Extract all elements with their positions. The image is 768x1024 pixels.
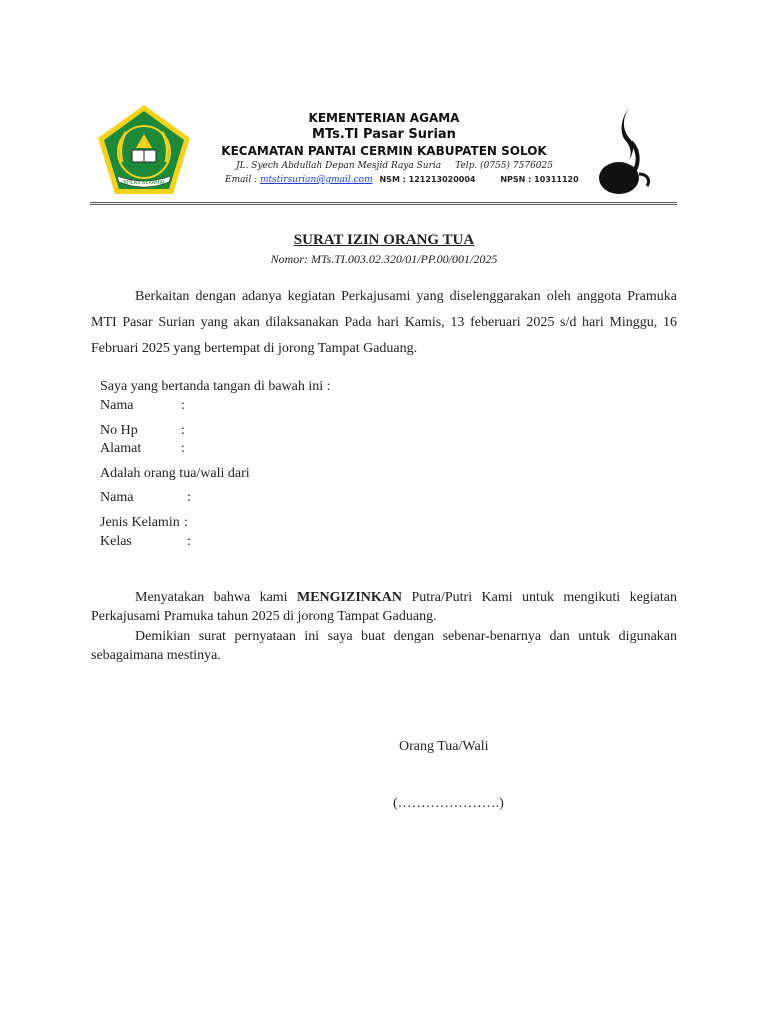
ministry-name: KEMENTERIAN AGAMA <box>308 111 460 125</box>
permission-after: Putra/Putri Kami untuk mengikuti kegiatan Perkajusami Pramuka tahun 2025 di jorong Tampat Gaduang. <box>91 590 677 624</box>
signer-name-label: Nama <box>100 398 134 413</box>
signature-title: Orang Tua/Wali <box>399 739 489 754</box>
child-intro: Adalah orang tua/wali dari <box>100 466 250 481</box>
signer-intro: Saya yang bertanda tangan di bawah ini : <box>100 379 331 394</box>
child-name-colon: : <box>187 490 191 505</box>
contact-line <box>225 175 579 185</box>
child-name-label: Nama <box>100 490 134 505</box>
permission-keyword: MENGIZINKAN <box>297 590 403 605</box>
npsn-number: NPSN : 10311120 <box>500 175 579 184</box>
email-label: Email : <box>225 175 258 185</box>
permission-before: Menyatakan bahwa kami <box>135 590 297 605</box>
district-name: KECAMATAN PANTAI CERMIN KABUPATEN SOLOK <box>221 144 547 158</box>
telephone: Telp. (0755) 7576025 <box>455 161 553 171</box>
signature-line: (………………….) <box>393 796 504 811</box>
signer-name-colon: : <box>181 398 185 413</box>
signer-address-colon: : <box>181 441 185 456</box>
header-divider-thin <box>90 204 677 205</box>
child-class-label: Kelas <box>100 534 132 549</box>
address-text: JL. Syech Abdullah Depan Mesjid Raya Suria <box>236 161 442 171</box>
email-link[interactable]: mtstirsurian@gmail.com <box>260 175 373 185</box>
child-class-colon: : <box>187 534 191 549</box>
school-address <box>236 161 553 171</box>
header-divider <box>90 202 677 203</box>
signer-phone-colon: : <box>181 423 185 438</box>
letter-title: SURAT IZIN ORANG TUA <box>293 232 475 248</box>
child-gender-label: Jenis Kelamin <box>100 515 180 530</box>
closing-paragraph: Demikian surat pernyataan ini saya buat dengan sebenar-benarnya dan untuk digunakan sebagaimana mestinya. <box>91 629 677 663</box>
signer-address-label: Alamat <box>100 441 142 456</box>
nsm-number: NSM : 121213020004 <box>379 175 476 184</box>
intro-paragraph: Berkaitan dengan adanya kegiatan Perkajusami yang diselenggarakan oleh anggota Pramuka MTI Pasar Surian yang akan dilaksanakan Pada hari Kamis, 13 feberuari 2025 s/d hari Minggu, 16 Februari 2025 yang bertempat di jorong Tampat Gaduang. <box>91 289 677 356</box>
school-name: MTs.TI Pasar Surian <box>312 127 456 142</box>
permission-paragraph <box>91 588 677 626</box>
child-gender-colon: : <box>184 515 188 530</box>
letter-number: Nomor: MTs.TI.003.02.320/01/PP.00/001/2025 <box>270 252 498 266</box>
logo-motto: IKHLAS BERAMAL <box>122 180 166 186</box>
signer-phone-label: No Hp <box>100 423 138 438</box>
scout-logo <box>595 102 655 198</box>
